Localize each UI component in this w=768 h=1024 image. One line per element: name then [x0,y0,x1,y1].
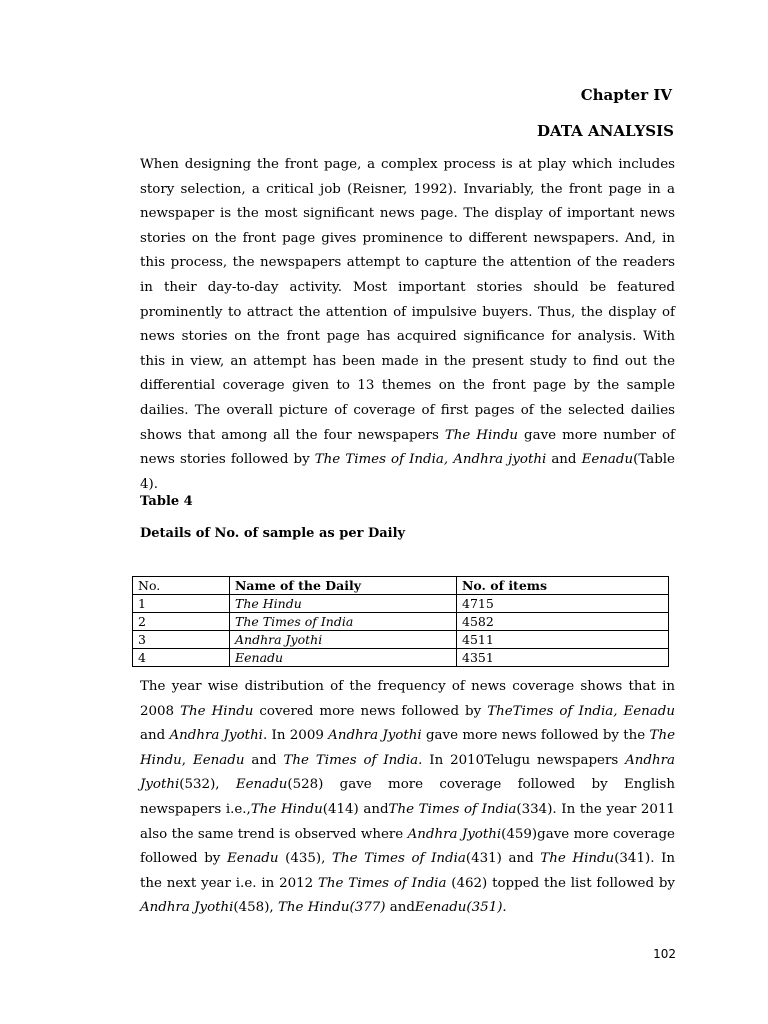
text-run: (532), [179,777,236,793]
text-run: (458), [233,900,278,916]
text-run: and [385,900,415,916]
italic-run: Eenadu [227,851,279,867]
column-header: No. [133,577,230,595]
text-run: (431) and [465,851,541,867]
text-run: (Table 4). [140,452,675,492]
italic-run: Eenadu [192,752,245,768]
text-run: When designing the front page, a complex process is at play which includes story selection, a critical job (Reisner, 1992). Invariably, the front page in a newspaper is the most significant news page. The display of important news stories on the front page gives prominence to different newspapers. And, in this process, the newspapers attempt to capture the attention of the readers in their day-to-day activity. Most important stories should be featured prominently to attract the attention of impulsive buyers. Thus, the display of news stories on the front page has acquired significance for analysis. With this in view, an attempt has been made in the present study to find out the differential coverage given to 13 themes on the front page by the sample dailies. The overall picture of coverage of first pages of the selected dailies shows that among all the four newspapers [140,157,675,443]
text-run: gave more number of news stories followed by [140,427,675,468]
italic-run: The Hindu [540,851,615,867]
text-run: (414) and [322,801,389,817]
italic-run: The Times of India [388,801,517,817]
italic-run: The Hindu [180,703,254,719]
table-cell: Eenadu [230,649,457,667]
text-run: . In 2009 [262,728,329,744]
text-run: , [181,752,193,768]
text-run: and [140,728,170,744]
text-run: (528) gave more coverage followed by English newspapers i.e., [140,777,675,817]
text-run: gave more news followed by the [421,728,650,744]
table-cell: 4715 [457,595,669,613]
italic-run: Andhra Jyothi [407,826,502,842]
column-header: Name of the Daily [230,577,457,595]
sample-table [132,576,669,667]
italic-run: TheTimes of India, Eenadu [487,703,675,719]
italic-run: The Hindu [444,427,519,443]
italic-run: The Hindu [250,801,323,817]
italic-run: The Times of India, Andhra jyothi [314,452,547,468]
italic-run: The Hindu(377) [277,900,386,916]
text-run: (462) topped the list followed by [446,875,675,891]
table-row [133,649,669,667]
italic-run: The Times of India. [283,752,423,768]
text-run: In 2010Telugu newspapers [422,752,626,768]
table-cell: 4 [133,649,230,667]
column-header: No. of items [457,577,669,595]
table-description: Details of No. of sample as per Daily [140,526,406,541]
italic-run: The Times of India [332,851,466,867]
text-run: covered more news followed by [253,703,488,719]
text-run: and [546,452,582,468]
italic-run: Eenadu [581,452,634,468]
table-row [133,631,669,649]
table-row [133,613,669,631]
italic-run: Andhra Jyothi [140,752,676,793]
italic-run: Andhra Jyothi [140,900,234,916]
italic-run: Andhra Jyothi [169,728,263,744]
table-cell: 4582 [457,613,669,631]
intro-paragraph [140,153,675,497]
table-cell: Andhra Jyothi [230,631,457,649]
text-run: (435), [278,851,333,867]
table-cell: 3 [133,631,230,649]
italic-run: The Times of India [317,875,447,891]
yearwise-paragraph [140,675,675,921]
text-run: The year wise distribution of the frequency of news coverage shows that in 2008 [140,679,675,719]
table-header-row [133,577,669,595]
chapter-heading: Chapter IV [580,86,672,104]
table-label: Table 4 [140,494,193,509]
page-number: 102 [653,947,676,961]
text-run: (334). In the year 2011 also the same trend is observed where [140,801,675,842]
table-cell: 2 [133,613,230,631]
page-title: DATA ANALYSIS [537,122,674,140]
table-cell: 1 [133,595,230,613]
italic-run: Eenadu(351). [414,900,507,916]
text-run: (459)gave more coverage followed by [140,826,675,867]
italic-run: Andhra Jyothi [328,728,422,744]
table-cell: 4511 [457,631,669,649]
table-row [133,595,669,613]
text-run: (341). In the next year i.e. in 2012 [140,851,675,891]
text-run: and [244,752,284,768]
italic-run: Eenadu [235,777,288,793]
table-cell: 4351 [457,649,669,667]
table-cell: The Times of India [230,613,457,631]
table-cell: The Hindu [230,595,457,613]
italic-run: The Hindu [140,728,676,768]
